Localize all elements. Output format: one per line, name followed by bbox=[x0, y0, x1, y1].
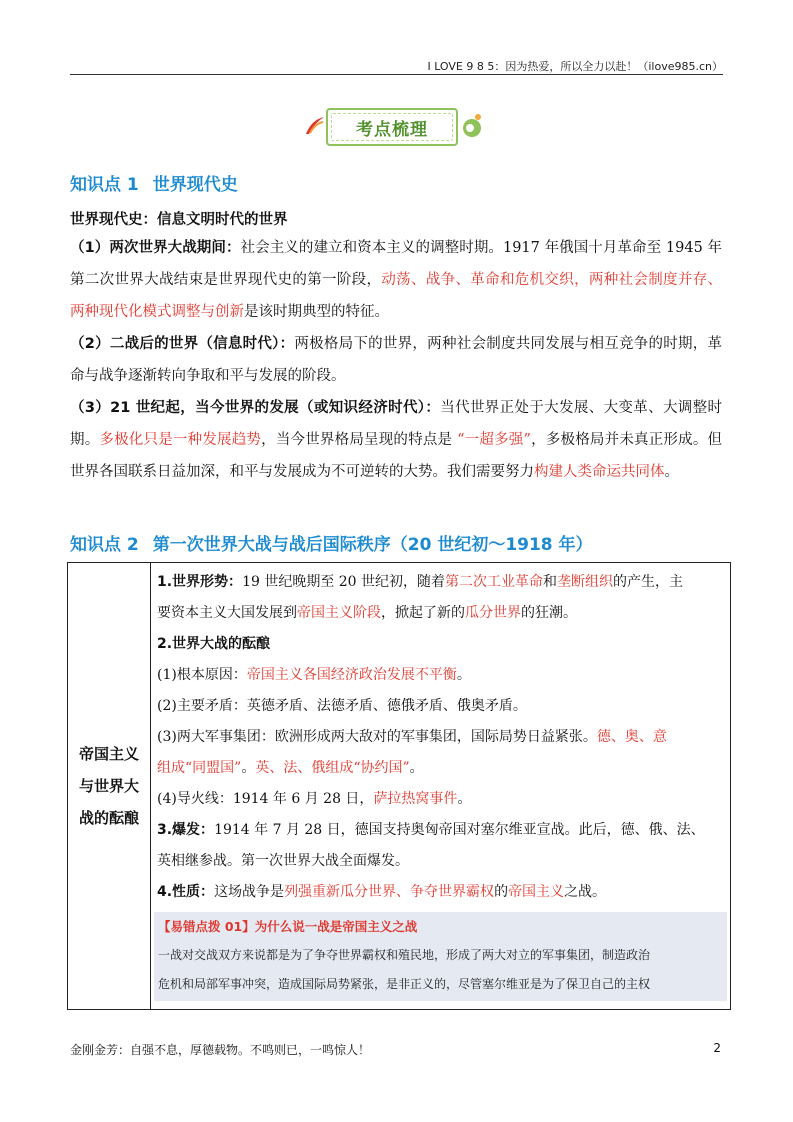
s2-d-red: 萨拉热窝事件 bbox=[373, 791, 458, 807]
s2-d-end: 。 bbox=[457, 791, 472, 807]
s2-a-end: 。 bbox=[456, 667, 471, 683]
banner-box bbox=[326, 108, 458, 146]
kp1-paragraph-2 bbox=[70, 328, 722, 392]
s2-item-c-line-1 bbox=[157, 722, 724, 753]
section-banner bbox=[300, 104, 490, 150]
error-tip-title: 【易错点拨 01】为什么说一战是帝国主义之战 bbox=[158, 919, 418, 934]
s4-r2: 帝国主义 bbox=[508, 884, 565, 900]
s1-r1: 第二次工业革命 bbox=[445, 574, 544, 590]
kp2-title-text: 第一次世界大战与战后国际秩序（20 世纪初～1918 年） bbox=[152, 535, 593, 555]
s1-t1: 19 世纪晚期至 20 世纪初，随着 bbox=[242, 574, 446, 590]
s2-c-t3: 。 bbox=[409, 760, 424, 776]
s2-lead: 2.世界大战的酝酿 bbox=[157, 636, 271, 652]
error-tip-line-2: 危机和局部军事冲突，造成国际局势紧张，是非正义的，尽管塞尔维亚是为了保卫自己的主权 bbox=[158, 977, 651, 991]
s1-t6: 的狂潮。 bbox=[521, 605, 577, 621]
p3-text-1: 当代世界正处于大发展、大变革、大调整时期。 bbox=[70, 400, 722, 448]
s4-t2: 的 bbox=[494, 884, 509, 900]
s1-r2: 垄断组织 bbox=[557, 574, 614, 590]
kp1-subtitle: 世界现代史：信息文明时代的世界 bbox=[70, 212, 288, 228]
s2-item-c-line-2 bbox=[157, 753, 724, 784]
circle-decoration-icon bbox=[460, 112, 484, 140]
s4-line bbox=[157, 877, 724, 908]
kp1-paragraph-3 bbox=[70, 392, 722, 488]
s3-lead: 3.爆发： bbox=[157, 822, 215, 838]
s4-r1: 列强重新瓜分世界、争夺世界霸权 bbox=[284, 884, 495, 900]
kp2-table bbox=[67, 562, 731, 1010]
page-number: 2 bbox=[713, 1041, 721, 1055]
s2-d-lead: (4)导火线：1914 年 6 月 28 日， bbox=[157, 791, 374, 807]
p3-lead: （3）21 世纪起，当今世界的发展（或知识经济时代）： bbox=[70, 400, 441, 416]
p1-red-1: 动荡、战争、革命和危机交织，两种社会制度并存、两种现代化模式调整与创新 bbox=[70, 272, 723, 320]
p3-text-2: ，当今世界格局呈现的特点是 bbox=[261, 432, 458, 448]
p1-text-2: 是该时期典型的特征。 bbox=[244, 304, 389, 320]
s3-t1: 1914 年 7 月 28 日，德国支持奥匈帝国对塞尔维亚宣战。此后，德、俄、法、 bbox=[214, 822, 705, 838]
kp2-title bbox=[70, 530, 593, 555]
s2-item-a bbox=[157, 660, 724, 691]
p1-lead: （1）两次世界大战期间： bbox=[70, 240, 241, 256]
s2-c-r2: 组成“同盟国” bbox=[157, 760, 242, 776]
s2-item-b: (2)主要矛盾：英德矛盾、法德矛盾、德俄矛盾、俄奥矛盾。 bbox=[157, 698, 527, 714]
p1-text-1: 社会主义的建立和资本主义的调整时期。1917 年俄国十月革命至 1945 年第二次世界大战结束是世界现代史的第一阶段， bbox=[70, 240, 722, 288]
leaf-decoration-icon bbox=[304, 114, 326, 136]
p3-red-2: “一超多强” bbox=[457, 432, 531, 448]
kp2-number: 知识点 2 bbox=[70, 535, 139, 555]
left-label-line-1: 帝国主义 bbox=[78, 745, 139, 763]
s3-line-2: 英相继参战。第一次世界大战全面爆发。 bbox=[157, 853, 409, 869]
p2-lead: （2）二战后的世界（信息时代）： bbox=[70, 336, 295, 352]
header-text: I LOVE 9 8 5：因为热爱，所以全力以赴！（ilove985.cn） bbox=[427, 60, 723, 73]
p3-red-3: 构建人类命运共同体 bbox=[534, 464, 665, 480]
s1-r3: 帝国主义阶段 bbox=[297, 605, 381, 621]
p3-red-1: 多极化只是一种发展趋势 bbox=[99, 432, 262, 448]
s1-t2: 和 bbox=[543, 574, 558, 590]
s1-line-1 bbox=[157, 567, 724, 598]
p3-text-3: ，多极格局并未真正形成。但世界各国联系日益加深，和平与发展成为不可逆转的大势。我们需要努力 bbox=[70, 432, 723, 480]
kp1-number: 知识点 1 bbox=[70, 175, 139, 195]
s1-lead: 1.世界形势： bbox=[157, 574, 243, 590]
s4-t3: 之战。 bbox=[564, 884, 607, 900]
kp1-paragraph-1 bbox=[70, 232, 722, 328]
s2-heading bbox=[157, 629, 724, 660]
page-header bbox=[70, 58, 723, 75]
s3-line-1 bbox=[157, 815, 724, 846]
s1-r4: 瓜分世界 bbox=[465, 605, 521, 621]
s1-t5: ，掀起了新的 bbox=[381, 605, 465, 621]
s1-line-2 bbox=[157, 598, 724, 629]
table-left-label bbox=[68, 563, 151, 1010]
banner-label: 考点梳理 bbox=[356, 119, 428, 140]
s2-c-r1: 德、奥、意 bbox=[596, 729, 667, 745]
left-label-line-3: 战的酝酿 bbox=[78, 809, 139, 827]
s2-c-r3: 英、法、俄组成“协约国” bbox=[255, 760, 410, 776]
s2-a-red: 帝国主义各国经济政治发展不平衡 bbox=[246, 667, 457, 683]
table-content bbox=[151, 563, 731, 1010]
s4-t1: 这场战争是 bbox=[214, 884, 285, 900]
error-tip-line-1: 一战对交战双方来说都是为了争夺世界霸权和殖民地，形成了两大对立的军事集团，制造政治 bbox=[158, 948, 651, 962]
kp1-title-text: 世界现代史 bbox=[152, 175, 238, 195]
s1-t4: 要资本主义大国发展到 bbox=[157, 605, 297, 621]
s2-a-lead: (1)根本原因： bbox=[157, 667, 247, 683]
s2-c-t1: (3)两大军事集团：欧洲形成两大敌对的军事集团，国际局势日益紧张。 bbox=[157, 729, 597, 745]
left-label-line-2: 与世界大 bbox=[78, 777, 139, 795]
kp1-title bbox=[70, 170, 238, 195]
s4-lead: 4.性质： bbox=[157, 884, 215, 900]
s2-c-t2: 。 bbox=[241, 760, 256, 776]
footer-motto: 金刚金芳：自强不息，厚德载物。不鸣则已，一鸣惊人！ bbox=[70, 1043, 371, 1057]
p3-text-4: 。 bbox=[664, 464, 679, 480]
error-tip-box bbox=[154, 912, 727, 1001]
s2-item-d bbox=[157, 784, 724, 815]
s1-t3: 的产生，主 bbox=[613, 574, 684, 590]
p2-text-1: 两极格局下的世界，两种社会制度共同发展与相互竞争的时期，革命与战争逐渐转向争取和平与发展的阶段。 bbox=[70, 336, 723, 384]
